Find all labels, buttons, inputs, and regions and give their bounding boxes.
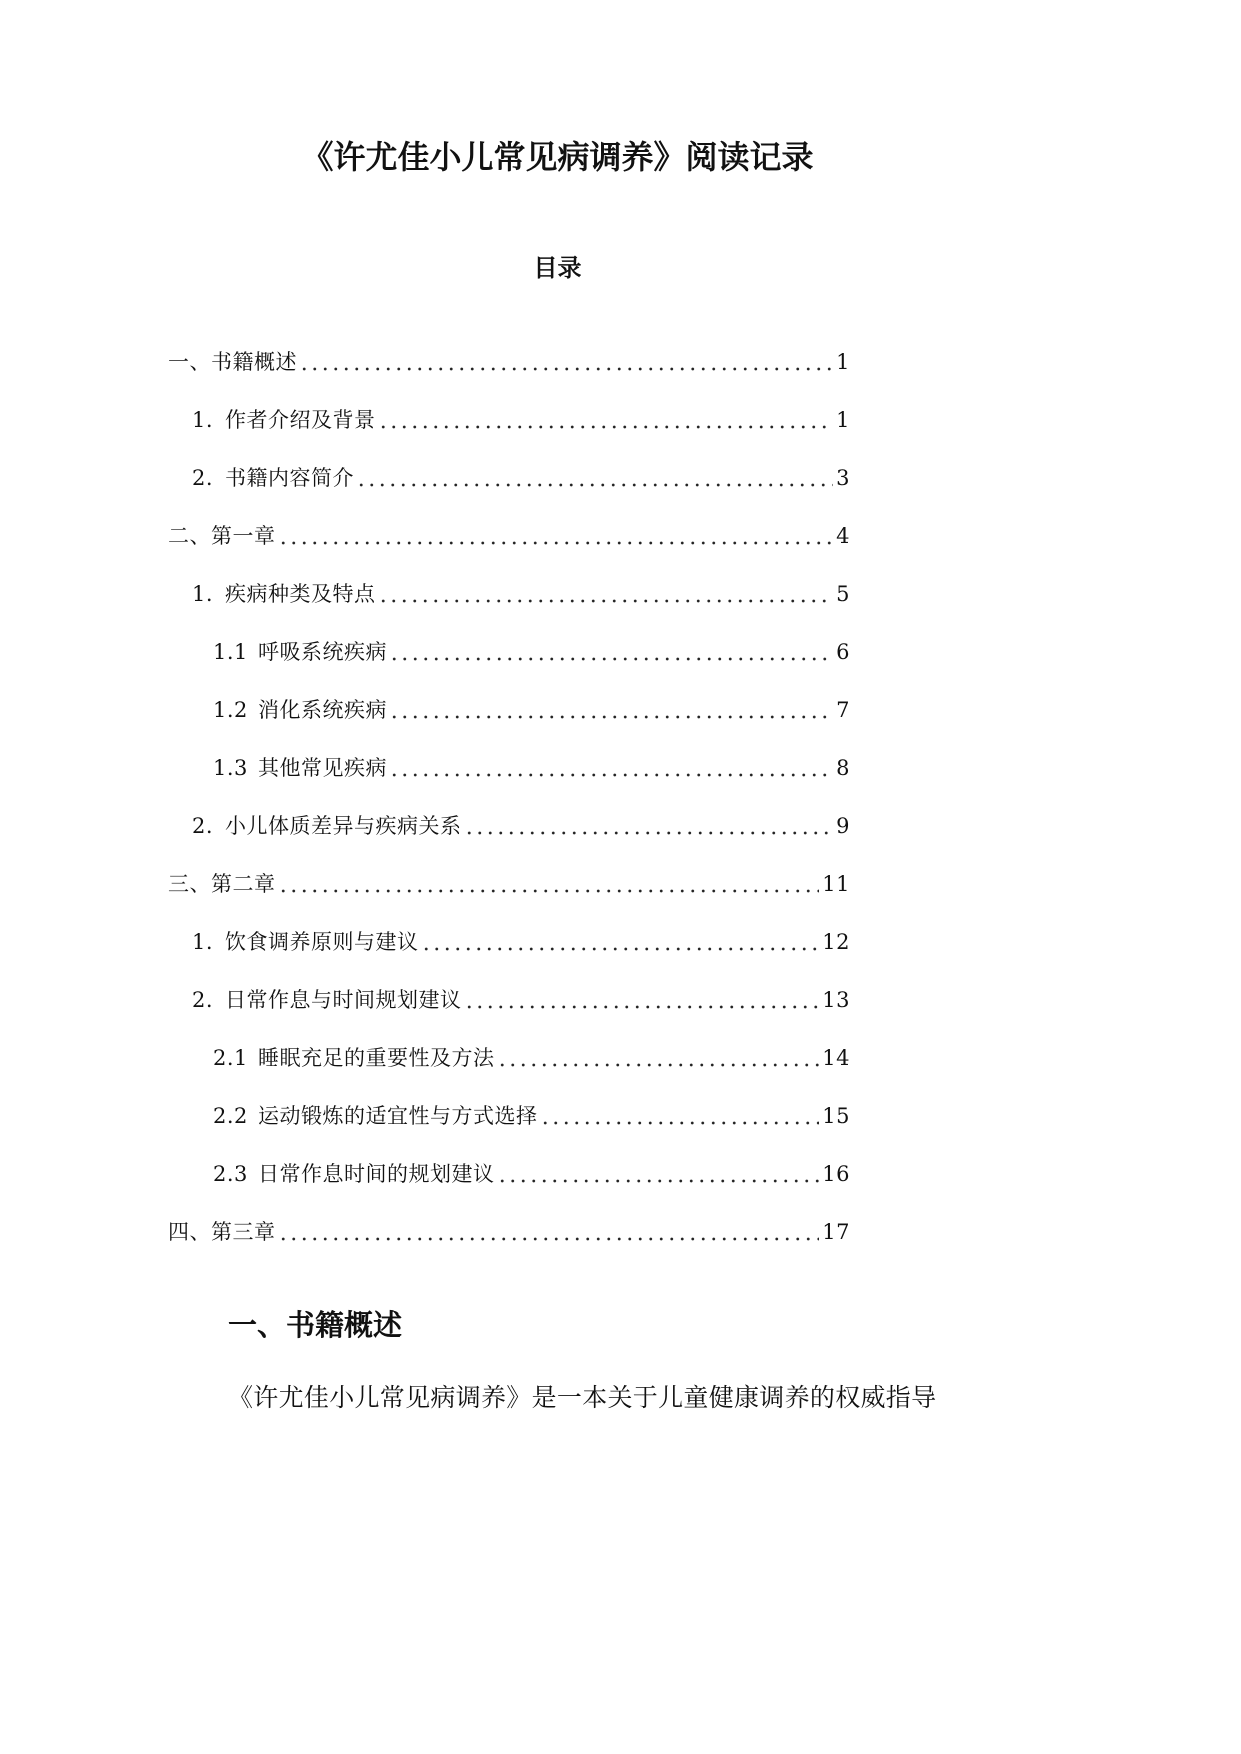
toc-entry-number: 1. (192, 930, 214, 954)
toc-entry[interactable] (168, 1217, 850, 1247)
toc-entry[interactable] (213, 1159, 850, 1189)
toc-entry-number: 1.3 (213, 756, 248, 780)
toc-entry[interactable] (213, 1101, 850, 1131)
toc-dot-leader (389, 642, 833, 663)
toc-entry-label: 书籍内容简介 (225, 466, 354, 490)
toc-page-number: 5 (836, 582, 850, 606)
toc-dot-leader (299, 352, 833, 373)
toc-entry[interactable] (192, 579, 850, 609)
toc-entry-label: 四、第三章 (168, 1220, 276, 1244)
toc-page-number: 8 (836, 756, 850, 780)
toc-page-number: 7 (836, 698, 850, 722)
toc-dot-leader (389, 758, 833, 779)
toc-entry[interactable] (192, 985, 850, 1015)
toc-dot-leader (278, 874, 820, 895)
toc-dot-leader (278, 526, 834, 547)
toc-entry-label: 睡眠充足的重要性及方法 (258, 1046, 495, 1070)
toc-heading: 目录 (533, 253, 582, 282)
toc-entry-number: 1. (192, 408, 214, 432)
toc-entry-label: 作者介绍及背景 (225, 408, 376, 432)
toc-entry[interactable] (168, 521, 850, 551)
toc-entry-label: 日常作息时间的规划建议 (258, 1162, 495, 1186)
toc-dot-leader (389, 700, 833, 721)
toc-entry[interactable] (213, 753, 850, 783)
toc-page-number: 14 (822, 1046, 850, 1070)
toc-entry[interactable] (168, 347, 850, 377)
toc-entry[interactable] (168, 869, 850, 899)
toc-entry-number: 1.1 (213, 640, 248, 664)
toc-dot-leader (421, 932, 820, 953)
toc-entry-label: 饮食调养原则与建议 (225, 930, 419, 954)
toc-entry[interactable] (192, 811, 850, 841)
toc-page-number: 12 (822, 930, 850, 954)
toc-entry-label: 消化系统疾病 (258, 698, 387, 722)
toc-dot-leader (356, 468, 833, 489)
toc-dot-leader (540, 1106, 820, 1127)
toc-dot-leader (378, 584, 834, 605)
toc-entry-label: 三、第二章 (168, 872, 276, 896)
toc-page-number: 1 (836, 408, 850, 432)
toc-entry[interactable] (213, 695, 850, 725)
toc-page-number: 17 (822, 1220, 850, 1244)
toc-entry[interactable] (213, 1043, 850, 1073)
section-heading: 一、书籍概述 (228, 1308, 403, 1342)
toc-dot-leader (464, 990, 820, 1011)
toc-entry-label: 呼吸系统疾病 (258, 640, 387, 664)
toc-page-number: 1 (836, 350, 850, 374)
toc-entry[interactable] (192, 927, 850, 957)
toc-page-number: 4 (836, 524, 850, 548)
document-title: 《许尤佳小儿常见病调养》阅读记录 (301, 138, 814, 176)
toc-entry[interactable] (192, 463, 850, 493)
toc-entry-label: 二、第一章 (168, 524, 276, 548)
toc-page-number: 6 (836, 640, 850, 664)
toc-page-number: 3 (836, 466, 850, 490)
toc-dot-leader (278, 1222, 820, 1243)
toc-entry-label: 疾病种类及特点 (225, 582, 376, 606)
toc-entry-label: 运动锻炼的适宜性与方式选择 (258, 1104, 538, 1128)
toc-entry-label: 一、书籍概述 (168, 350, 297, 374)
toc-page-number: 9 (836, 814, 850, 838)
toc-entry[interactable] (213, 637, 850, 667)
toc-entry-number: 2. (192, 988, 214, 1012)
toc-page-number: 16 (822, 1162, 850, 1186)
toc-page-number: 11 (822, 872, 850, 896)
toc-entry-number: 2. (192, 814, 214, 838)
toc-entry-label: 日常作息与时间规划建议 (225, 988, 462, 1012)
section-paragraph: 《许尤佳小儿常见病调养》是一本关于儿童健康调养的权威指导 (228, 1383, 937, 1412)
toc-entry-number: 2.1 (213, 1046, 248, 1070)
toc-entry-number: 1. (192, 582, 214, 606)
toc-entry[interactable] (192, 405, 850, 435)
toc-page-number: 15 (822, 1104, 850, 1128)
toc-entry-label: 其他常见疾病 (258, 756, 387, 780)
toc-dot-leader (464, 816, 834, 837)
toc-dot-leader (497, 1164, 820, 1185)
toc-entry-number: 1.2 (213, 698, 248, 722)
toc-entry-label: 小儿体质差异与疾病关系 (225, 814, 462, 838)
toc-dot-leader (378, 410, 834, 431)
toc-entry-number: 2.3 (213, 1162, 248, 1186)
toc-page-number: 13 (822, 988, 850, 1012)
toc-dot-leader (497, 1048, 820, 1069)
toc-entry-number: 2. (192, 466, 214, 490)
toc-entry-number: 2.2 (213, 1104, 248, 1128)
